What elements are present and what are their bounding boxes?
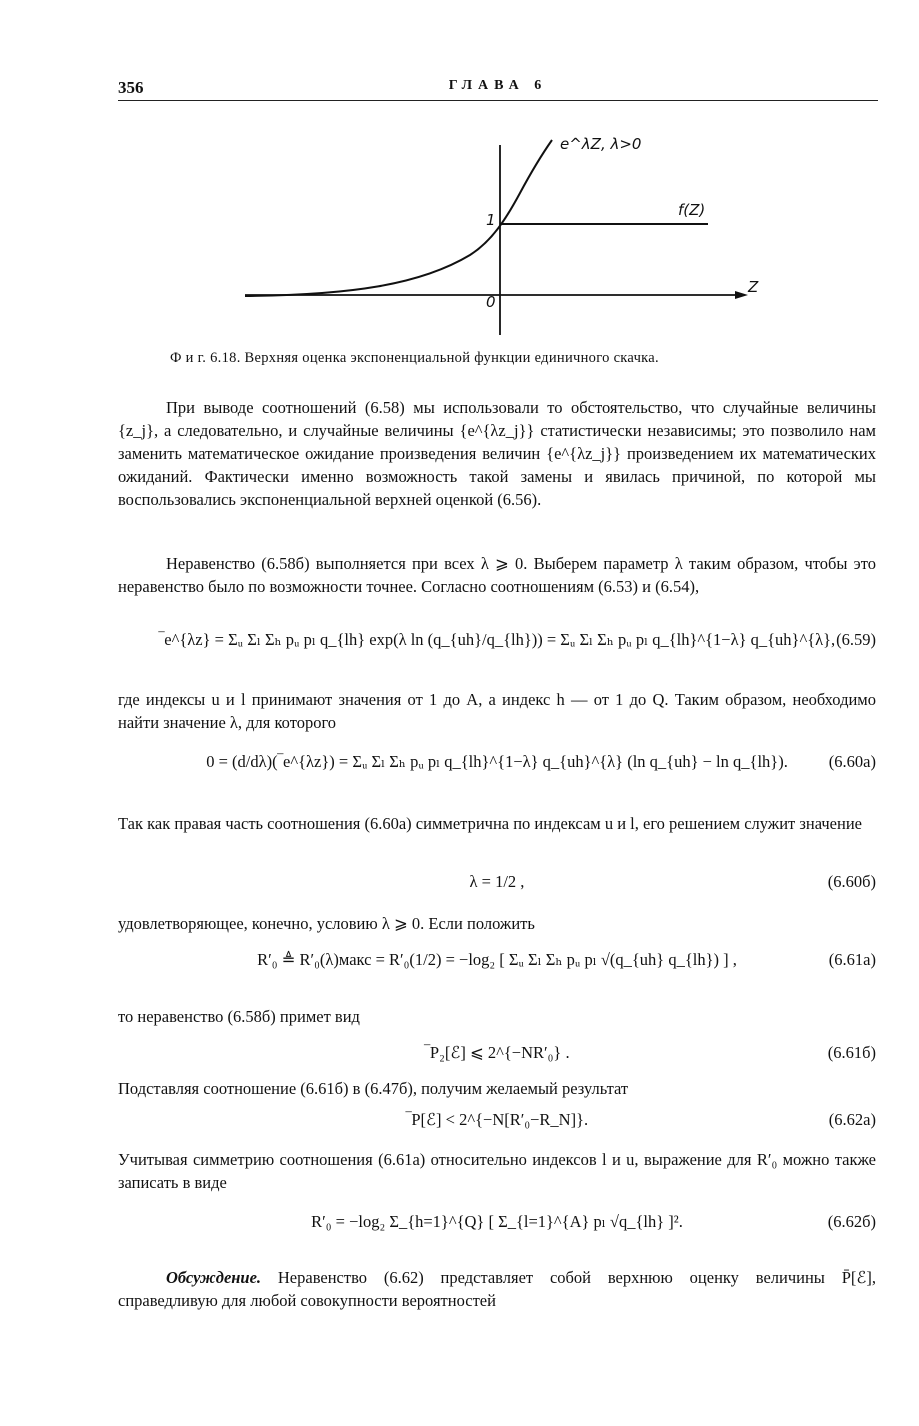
equation-body: λ = 1/2 , (469, 872, 525, 891)
equation-body: R′₀ = −log₂ Σ_{h=1}^{Q} [ Σ_{l=1}^{A} pₗ √q_{lh} ]². (311, 1212, 683, 1231)
label-fz: f(Z) (678, 201, 706, 219)
label-exp: e^λZ, λ>0 (560, 135, 642, 153)
equation-number: (6.61б) (827, 1043, 876, 1062)
paragraph-2: Неравенство (6.58б) выполняется при всех λ ⩾ 0. Выберем параметр λ таким образом, чтобы это неравенство было по возможности точнее. Согласно соотношениям (6.53) и (6.54), (118, 554, 876, 596)
paragraph-1: При выводе соотношений (6.58) мы использовали то обстоятельство, что случайные величины {z_j}, а следовательно, и случайные величины {e^{λz_j}} статистически независимы; это позволило нам заменить математическое ожидание произведения величин {e^{λz_j}} произведением их математических ожиданий. Фактически именно возможность такой замены и явилась причиной, по которой мы воспользовались экспоненциальной верхней оценкой (6.56). (118, 398, 876, 509)
equation-6-62b (118, 1212, 876, 1248)
equation-body: R′₀ ≜ R′₀(λ)макс = R′₀(1/2) = −log₂ [ Σᵤ Σₗ Σₕ pᵤ pₗ √(q_{uh} q_{lh}) ] , (257, 950, 737, 969)
equation-number: (6.59) (836, 630, 876, 649)
paragraph-3: где индексы u и l принимают значения от 1 до A, а индекс h — от 1 до Q. Таким образом, необходимо найти значение λ, для которого (118, 690, 876, 732)
discussion-text: Неравенство (6.62) представляет собой верхнюю оценку величины P̄[ℰ], справедливую для любой совокупности вероятностей (118, 1268, 876, 1310)
label-zero: 0 (486, 293, 496, 311)
figure-caption: Ф и г. 6.18. Верхняя оценка экспоненциальной функции единичного скачка. (170, 350, 659, 366)
equation-body: ‾P[ℰ] < 2^{−N[R′₀−R_N]}. (405, 1110, 589, 1129)
equation-6-61b (118, 1043, 876, 1071)
paragraph-5: удовлетворяющее, конечно, условию λ ⩾ 0. Если положить (118, 914, 535, 933)
figure-6-18 (230, 135, 770, 345)
paragraph-9 (118, 1266, 876, 1312)
discussion-lead: Обсуждение. (166, 1268, 262, 1287)
equation-body: 0 = (d/dλ)(‾e^{λz}) = Σᵤ Σₗ Σₕ pᵤ pₗ q_{lh}^{1−λ} q_{uh}^{λ} (ln q_{uh} − ln q_{lh}). (206, 752, 788, 771)
equation-number: (6.62б) (827, 1212, 876, 1231)
equation-6-60b (118, 872, 876, 902)
equation-6-62a (118, 1110, 876, 1138)
equation-6-59 (118, 630, 876, 670)
equation-number: (6.61а) (828, 950, 876, 969)
equation-number: (6.62а) (828, 1110, 876, 1129)
label-z-axis: Z (748, 278, 759, 296)
exponential-bound-plot (230, 135, 770, 345)
paragraph-6: то неравенство (6.58б) примет вид (118, 1007, 360, 1026)
exponential-curve (245, 140, 552, 296)
equation-number: (6.60а) (828, 752, 876, 771)
equation-body: ‾e^{λz} = Σᵤ Σₗ Σₕ pᵤ pₗ q_{lh} exp(λ ln (q_{uh}/q_{lh})) = Σᵤ Σₗ Σₕ pᵤ pₗ q_{lh}^{1−λ} q_{uh}^{λ}, (158, 630, 836, 649)
equation-number: (6.60б) (827, 872, 876, 891)
equation-body: ‾P₂[ℰ] ⩽ 2^{−NR′₀} . (424, 1043, 570, 1062)
paragraph-7: Подставляя соотношение (6.61б) в (6.47б), получим желаемый результат (118, 1079, 629, 1098)
paragraph-4: Так как правая часть соотношения (6.60а) симметрична по индексам u и l, его решением служит значение (118, 814, 862, 833)
page-number: 356 (118, 78, 144, 97)
equation-6-60a (118, 752, 876, 792)
axis-arrowhead (735, 291, 748, 299)
page-header (118, 78, 878, 100)
header-rule (118, 100, 878, 101)
label-one: 1 (486, 211, 496, 229)
chapter-title: ГЛАВА 6 (448, 78, 548, 93)
equation-6-61a (118, 950, 876, 990)
paragraph-8: Учитывая симметрию соотношения (6.61а) относительно индексов l и u, выражение для R′₀ можно также записать в виде (118, 1150, 876, 1192)
